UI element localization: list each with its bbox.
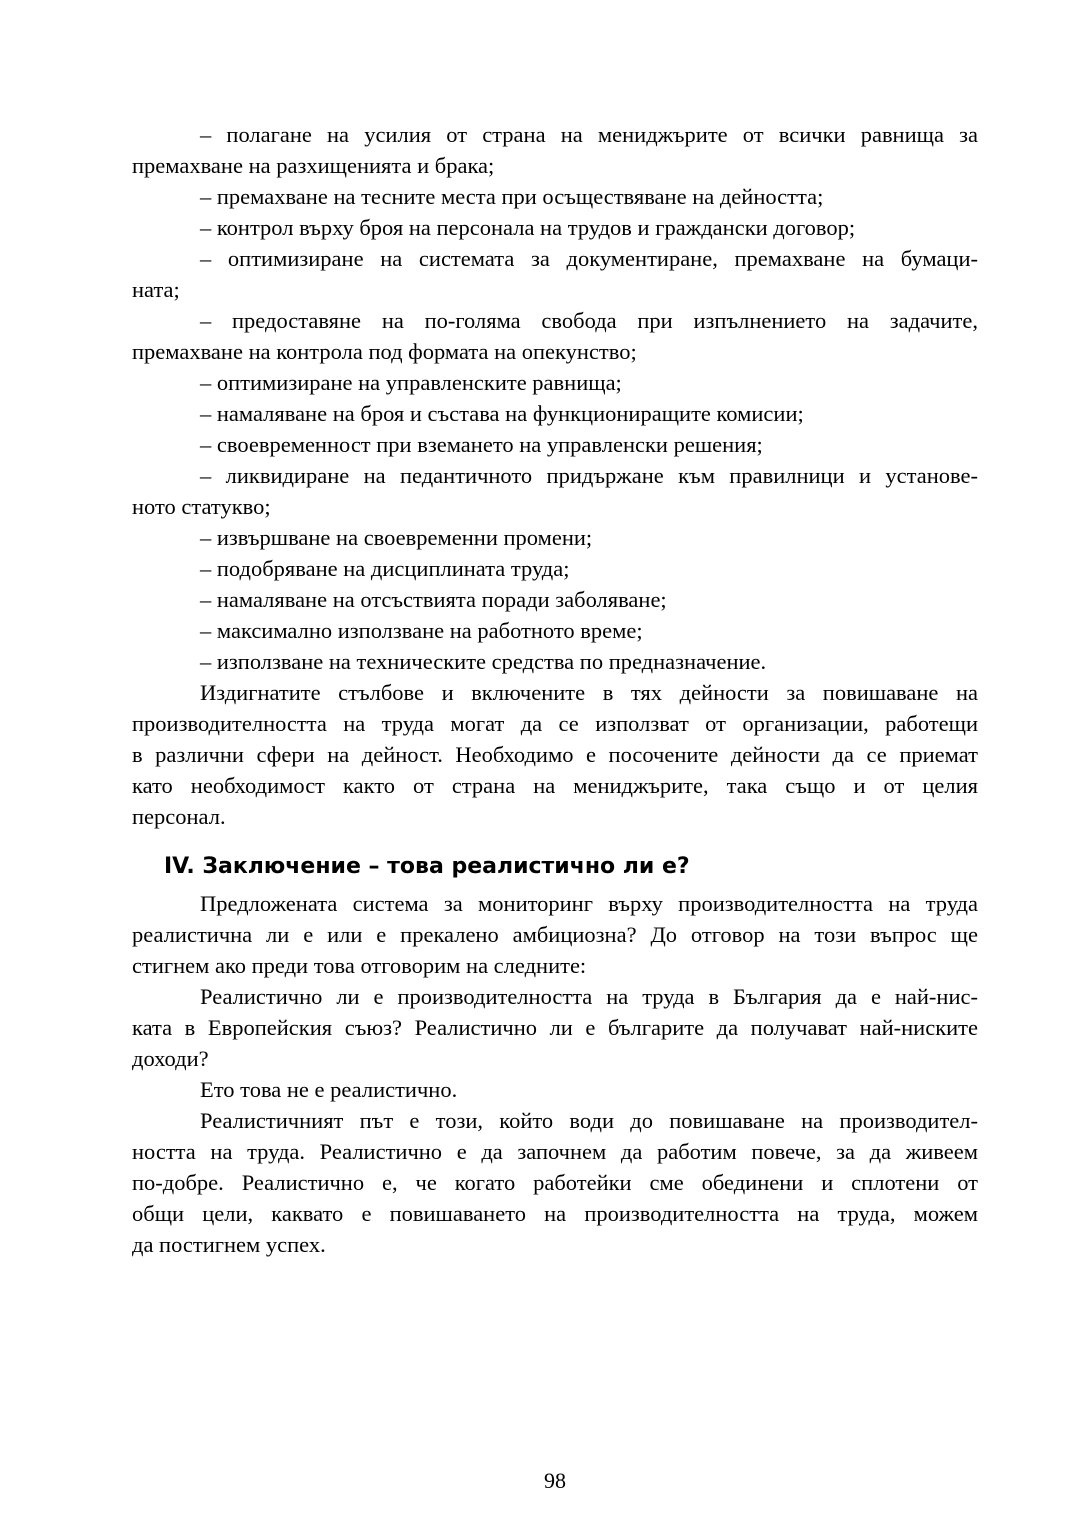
list-item-8 <box>132 429 978 460</box>
text-line: Реалистично ли е производителността на труда в България да е най-нис- <box>200 984 978 1009</box>
text-line: – използване на техническите средства по предназначение. <box>200 649 767 674</box>
conclusion-paragraph-4 <box>132 1105 978 1260</box>
list-item-1 <box>132 119 978 181</box>
text-line: ното статукво; <box>132 494 271 519</box>
text-line: персонал. <box>132 804 226 829</box>
conclusion-paragraph-2 <box>132 981 978 1074</box>
list-item-6 <box>132 367 978 398</box>
text-line: – извършване на своевременни промени; <box>200 525 593 550</box>
text-line: стигнем ако преди това отговорим на следните: <box>132 953 587 978</box>
text-line: – намаляване на броя и състава на функциониращите комисии; <box>200 401 804 426</box>
summary-paragraph <box>132 677 978 832</box>
conclusion-paragraph-1 <box>132 888 978 981</box>
list-item-12 <box>132 584 978 615</box>
text-line: по-добре. Реалистично е, че когато работейки сме обединени и сплотени от <box>132 1170 978 1195</box>
text-line: производителността на труда могат да се използват от организации, работещи <box>132 711 978 736</box>
list-item-11 <box>132 553 978 584</box>
list-item-2 <box>132 181 978 212</box>
list-item-7 <box>132 398 978 429</box>
text-line: реалистична ли е или е прекалено амбициозна? До отговор на този въпрос ще <box>132 922 978 947</box>
text-line: – оптимизиране на управленските равнища; <box>200 370 622 395</box>
text-line: да постигнем успех. <box>132 1232 326 1257</box>
conclusion-paragraph-3 <box>132 1074 978 1105</box>
text-line: ната; <box>132 277 180 302</box>
text-line: премахване на контрола под формата на опекунство; <box>132 339 637 364</box>
text-line: – контрол върху броя на персонала на трудов и граждански договор; <box>200 215 856 240</box>
text-line: общи цели, каквато е повишаването на производителността на труда, можем <box>132 1201 978 1226</box>
text-line: – ликвидиране на педантичното придържане към правилници и установе- <box>200 463 978 488</box>
text-line: – премахване на тесните места при осъществяване на дейността; <box>200 184 824 209</box>
text-line: Предложената система за мониторинг върху производителността на труда <box>200 891 978 916</box>
text-line: ката в Европейския съюз? Реалистично ли е българите да получават най-ниските <box>132 1015 978 1040</box>
section-heading: IV. Заключение – това реалистично ли е? <box>164 854 690 879</box>
text-line: – оптимизиране на системата за документиране, премахване на бумаци- <box>200 246 978 271</box>
text-line: като необходимост както от страна на мениджърите, така също и от целия <box>132 773 978 798</box>
text-line: Издигнатите стълбове и включените в тях дейности за повишаване на <box>200 680 978 705</box>
text-line: в различни сфери на дейност. Необходимо е посочените дейности да се приемат <box>132 742 978 767</box>
text-line: доходи? <box>132 1046 209 1071</box>
list-item-9 <box>132 460 978 522</box>
text-line: – своевременност при вземането на управленски решения; <box>200 432 763 457</box>
page-body <box>132 119 978 1260</box>
text-line: ността на труда. Реалистично е да започнем да работим повече, за да живеем <box>132 1139 978 1164</box>
list-item-3 <box>132 212 978 243</box>
text-line: – полагане на усилия от страна на мениджърите от всички равнища за <box>200 122 978 147</box>
list-item-4 <box>132 243 978 305</box>
text-line: премахване на разхищенията и брака; <box>132 153 495 178</box>
list-item-14 <box>132 646 978 677</box>
list-item-13 <box>132 615 978 646</box>
list-item-10 <box>132 522 978 553</box>
text-line: – предоставяне на по-голяма свобода при изпълнението на задачите, <box>200 308 978 333</box>
list-item-5 <box>132 305 978 367</box>
text-line: – подобряване на дисциплината труда; <box>200 556 570 581</box>
text-line: Ето това не е реалистично. <box>200 1077 458 1102</box>
page-number: 98 <box>544 1468 566 1493</box>
text-line: – максимално използване на работното време; <box>200 618 643 643</box>
text-line: Реалистичният път е този, който води до повишаване на производител- <box>200 1108 978 1133</box>
text-line: – намаляване на отсъствията поради заболяване; <box>200 587 667 612</box>
